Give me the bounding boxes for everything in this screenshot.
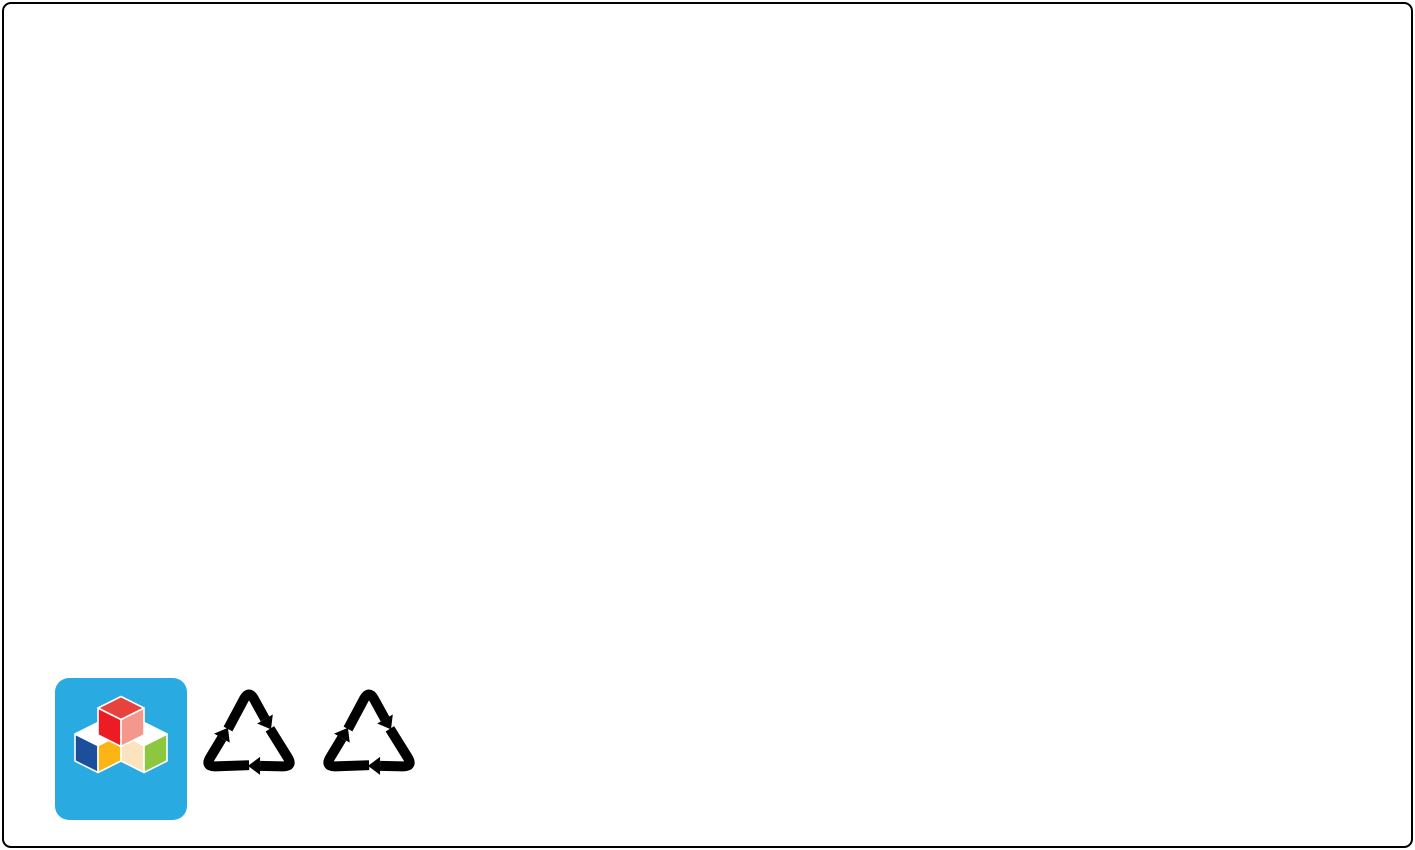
recycling-loop-icon <box>317 695 420 785</box>
recycling-symbol-pvc <box>317 683 421 815</box>
barcode <box>998 656 1378 818</box>
recycling-loop-icon <box>197 695 300 785</box>
recycling-symbol-pap <box>197 683 301 815</box>
brand-logo <box>55 678 187 820</box>
